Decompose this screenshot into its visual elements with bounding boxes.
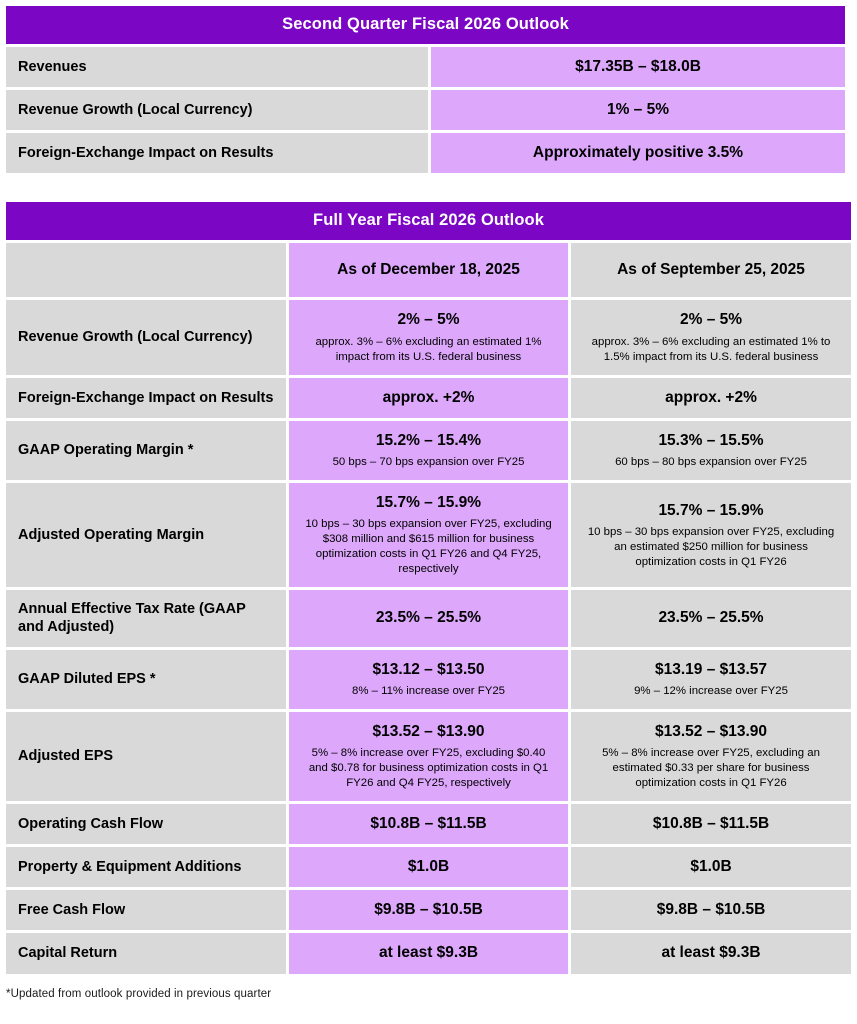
row-value-capital-return-september: [568, 933, 851, 973]
row-label-capital-return: Capital Return: [6, 933, 286, 973]
value-sub: 10 bps – 30 bps expansion over FY25, excluding an estimated $250 million for business optimization costs in Q1 FY26: [587, 525, 835, 568]
row-label-revenues: Revenues: [6, 47, 428, 90]
value-main: $13.52 – $13.90: [654, 722, 768, 740]
value-main: $13.19 – $13.57: [654, 660, 768, 678]
row-value-property-equipment-december: [286, 847, 568, 890]
row-value-revenue-growth-december: [286, 300, 568, 377]
value-main: $1.0B: [407, 858, 450, 876]
row-label-operating-cash-flow: Operating Cash Flow: [6, 804, 286, 847]
value-main: at least $9.3B: [378, 944, 479, 962]
row-value-adjusted-eps-december: [286, 712, 568, 804]
value-sub: 8% – 11% increase over FY25: [351, 684, 505, 697]
row-label-annual-effective-tax-rate: Annual Effective Tax Rate (GAAP and Adjusted): [6, 590, 286, 649]
second-quarter-title: Second Quarter Fiscal 2026 Outlook: [6, 6, 845, 47]
table-row: [6, 90, 845, 133]
row-value-fx-december: [286, 378, 568, 421]
value-sub: 5% – 8% increase over FY25, excluding an estimated $0.33 per share for business optimization costs in Q1 FY26: [602, 746, 820, 789]
value-sub: 9% – 12% increase over FY25: [634, 684, 788, 697]
value-main: 23.5% – 25.5%: [375, 609, 482, 627]
row-value-gaap-operating-margin-september: [568, 421, 851, 483]
second-quarter-title-row: [6, 6, 845, 47]
table-row: [6, 712, 851, 804]
row-label-gaap-operating-margin: GAAP Operating Margin *: [6, 421, 286, 483]
table-row: [6, 590, 851, 649]
row-value-gaap-diluted-eps-december: [286, 650, 568, 712]
row-value-revenue-growth: 1% – 5%: [428, 90, 845, 133]
value-sub: 10 bps – 30 bps expansion over FY25, excluding $308 million and $615 million for business optimization costs in Q1 FY26 and Q4 FY25, respectively: [305, 518, 552, 576]
table-row: [6, 133, 845, 173]
value-sub: approx. 3% – 6% excluding an estimated 1% to 1.5% impact from its U.S. federal business: [591, 335, 831, 363]
full-year-column-header-row: [6, 243, 851, 300]
row-value-gaap-operating-margin-december: [286, 421, 568, 483]
row-label-revenue-growth: Revenue Growth (Local Currency): [6, 90, 428, 133]
value-main: $10.8B – $11.5B: [652, 815, 770, 833]
value-sub: approx. 3% – 6% excluding an estimated 1% impact from its U.S. federal business: [315, 335, 542, 363]
row-label-property-equipment-additions: Property & Equipment Additions: [6, 847, 286, 890]
value-main: $9.8B – $10.5B: [656, 901, 766, 919]
value-main: 2% – 5%: [679, 311, 743, 329]
full-year-table-body: [6, 202, 851, 973]
row-value-tax-rate-december: [286, 590, 568, 649]
value-main: approx. +2%: [382, 388, 475, 406]
value-main: $9.8B – $10.5B: [374, 901, 483, 919]
second-quarter-outlook-table: [6, 6, 845, 173]
row-value-adjusted-operating-margin-september: [568, 483, 851, 590]
row-value-tax-rate-september: [568, 590, 851, 649]
full-year-title-row: [6, 202, 851, 243]
value-main: $1.0B: [690, 858, 732, 876]
table-row: [6, 847, 851, 890]
row-value-revenues: $17.35B – $18.0B: [428, 47, 845, 90]
table-row: [6, 47, 845, 90]
footnote-text: *Updated from outlook provided in previous quarter: [6, 987, 272, 1000]
table-row: [6, 421, 851, 483]
row-label-adjusted-operating-margin: Adjusted Operating Margin: [6, 483, 286, 590]
value-main: $13.52 – $13.90: [372, 722, 485, 740]
table-spacer: [6, 173, 851, 202]
value-main: $13.12 – $13.50: [372, 660, 485, 678]
value-main: $10.8B – $11.5B: [370, 815, 487, 833]
row-value-capital-return-december: [286, 933, 568, 973]
full-year-title: Full Year Fiscal 2026 Outlook: [6, 202, 851, 243]
table-row: [6, 300, 851, 377]
column-header-blank: [6, 243, 286, 300]
row-value-fx-september: [568, 378, 851, 421]
table-row: [6, 933, 851, 973]
table-row: [6, 483, 851, 590]
row-value-adjusted-operating-margin-december: [286, 483, 568, 590]
table-row: [6, 890, 851, 933]
value-main: at least $9.3B: [661, 944, 761, 962]
row-value-revenue-growth-september: [568, 300, 851, 377]
column-header-september: As of September 25, 2025: [568, 243, 851, 300]
row-value-operating-cash-flow-december: [286, 804, 568, 847]
table-row: [6, 378, 851, 421]
value-main: 23.5% – 25.5%: [658, 609, 764, 627]
row-value-operating-cash-flow-september: [568, 804, 851, 847]
table-row: [6, 650, 851, 712]
second-quarter-table-body: [6, 6, 845, 173]
row-label-adjusted-eps: Adjusted EPS: [6, 712, 286, 804]
row-value-adjusted-eps-september: [568, 712, 851, 804]
row-label-revenue-growth-local-currency: Revenue Growth (Local Currency): [6, 300, 286, 377]
row-label-fx-impact: Foreign-Exchange Impact on Results: [6, 133, 428, 173]
row-value-free-cash-flow-september: [568, 890, 851, 933]
value-sub: 5% – 8% increase over FY25, excluding $0.40 and $0.78 for business optimization costs in Q1 FY26 and Q4 FY25, respectively: [308, 746, 549, 789]
value-main: approx. +2%: [665, 388, 757, 406]
value-main: 2% – 5%: [397, 311, 460, 329]
value-main: 15.7% – 15.9%: [658, 501, 764, 519]
value-main: 15.2% – 15.4%: [375, 431, 482, 449]
value-main: 15.3% – 15.5%: [658, 431, 764, 449]
value-sub: 60 bps – 80 bps expansion over FY25: [615, 455, 807, 468]
row-value-fx-impact: Approximately positive 3.5%: [428, 133, 845, 173]
row-value-free-cash-flow-december: [286, 890, 568, 933]
row-value-property-equipment-september: [568, 847, 851, 890]
value-main: 15.7% – 15.9%: [375, 493, 482, 511]
row-label-foreign-exchange-impact: Foreign-Exchange Impact on Results: [6, 378, 286, 421]
column-header-december: As of December 18, 2025: [286, 243, 568, 300]
value-sub: 50 bps – 70 bps expansion over FY25: [332, 455, 525, 468]
full-year-outlook-table: [6, 202, 851, 973]
row-value-gaap-diluted-eps-september: [568, 650, 851, 712]
row-label-gaap-diluted-eps: GAAP Diluted EPS *: [6, 650, 286, 712]
table-row: [6, 804, 851, 847]
row-label-free-cash-flow: Free Cash Flow: [6, 890, 286, 933]
